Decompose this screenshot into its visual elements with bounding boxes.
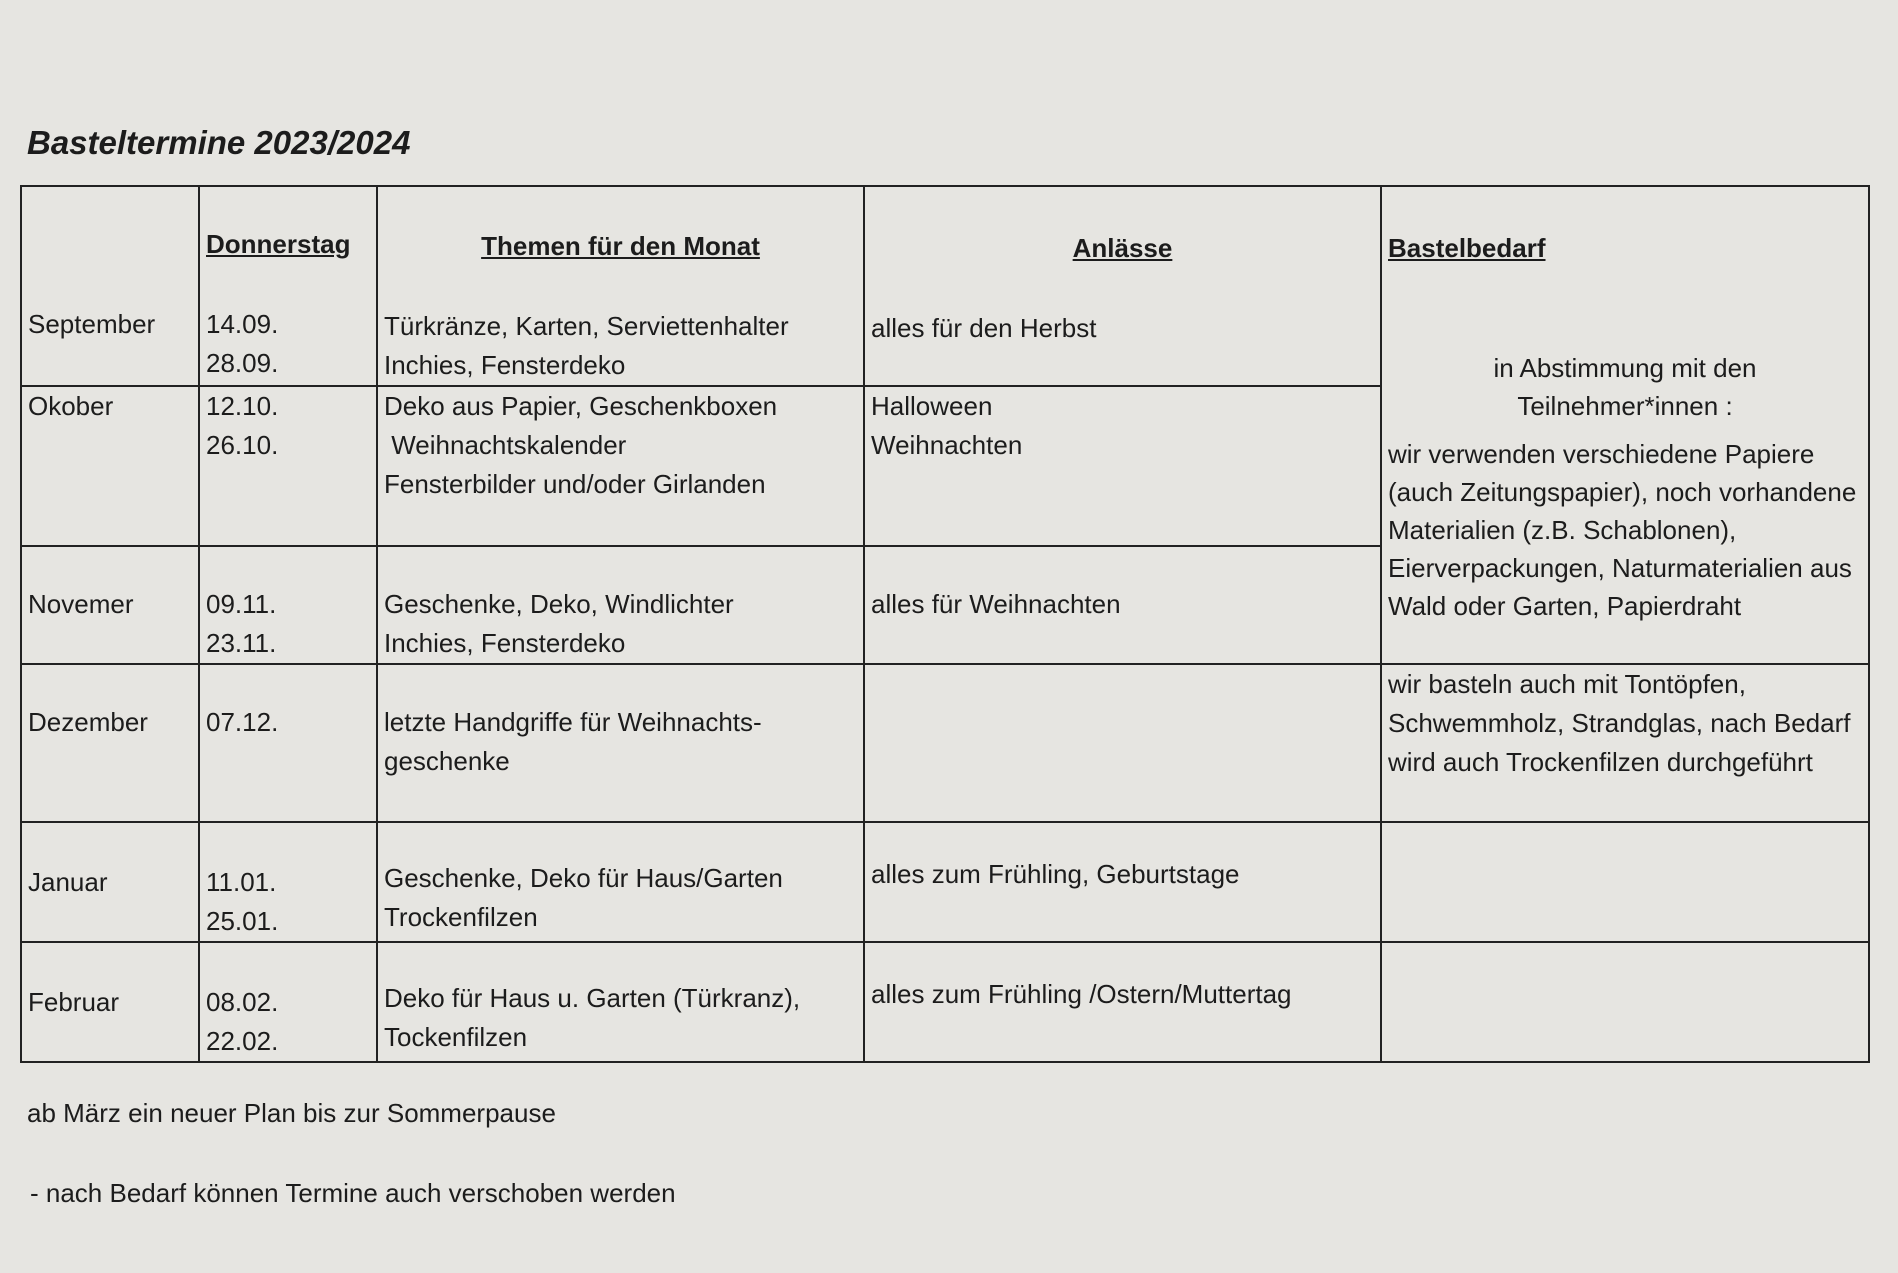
date-cell: Donnerstag 14.09. 28.09. (199, 186, 377, 386)
themen-cell: Geschenke, Deko für Haus/Garten Trockenfilzen (377, 822, 864, 942)
header-themen: Themen für den Monat (481, 231, 760, 261)
month-cell: Okober (21, 386, 199, 546)
table-row (21, 822, 1869, 942)
bastelbedarf-cell-empty (1381, 942, 1869, 1062)
date-cell: 08.02. 22.02. (199, 942, 377, 1062)
anlaesse-cell: Halloween Weihnachten (864, 386, 1381, 546)
page-title: Basteltermine 2023/2024 (27, 124, 411, 161)
table-row (21, 186, 1869, 386)
anlaesse-cell: alles zum Frühling, Geburtstage (864, 822, 1381, 942)
table-row (21, 942, 1869, 1062)
date-cell: 09.11. 23.11. (199, 546, 377, 664)
month-cell: Dezember (21, 664, 199, 822)
themen-cell: Themen für den Monat Türkränze, Karten, Serviettenhalter Inchies, Fensterdeko (377, 186, 864, 386)
month-cell: Februar (21, 942, 199, 1062)
date-cell: 11.01. 25.01. (199, 822, 377, 942)
table-row (21, 664, 1869, 822)
header-donnerstag: Donnerstag (206, 229, 351, 259)
bastelbedarf-text1: wir verwenden verschiedene Papiere (auch Zeitungspapier), noch vorhandene Materialien (z.B. Schablonen), Eierverpackungen, Naturmaterialien aus Wald oder Garten, Papierdraht (1388, 439, 1857, 621)
header-bastelbedarf: Bastelbedarf (1388, 233, 1546, 263)
anlaesse-cell (864, 664, 1381, 822)
schedule-table (20, 185, 1870, 1063)
date-cell: 12.10. 26.10. (199, 386, 377, 546)
footer-note-plan: ab März ein neuer Plan bis zur Sommerpause (27, 1098, 556, 1128)
header-anlaesse: Anlässe (1072, 233, 1173, 263)
date-cell: 07.12. (199, 664, 377, 822)
month-cell: September (21, 186, 199, 386)
themen-cell: Deko aus Papier, Geschenkboxen Weihnachtskalender Fensterbilder und/oder Girlanden (377, 386, 864, 546)
footer-note-verschoben: - nach Bedarf können Termine auch verschoben werden (30, 1178, 676, 1208)
anlaesse-cell: Anlässe alles für den Herbst (864, 186, 1381, 386)
month-cell: Januar (21, 822, 199, 942)
anlaesse-cell: alles für Weihnachten (864, 546, 1381, 664)
themen-cell: Deko für Haus u. Garten (Türkranz), Tockenfilzen (377, 942, 864, 1062)
bastelbedarf-cell-2: wir basteln auch mit Tontöpfen, Schwemmholz, Strandglas, nach Bedarf wird auch Trockenfilzen durchgeführt (1381, 664, 1869, 822)
bastelbedarf-cell-empty (1381, 822, 1869, 942)
anlaesse-cell: alles zum Frühling /Ostern/Muttertag (864, 942, 1381, 1062)
bastelbedarf-intro: in Abstimmung mit den Teilnehmer*innen : (1493, 353, 1757, 421)
month-cell: Novemer (21, 546, 199, 664)
themen-cell: Geschenke, Deko, Windlichter Inchies, Fensterdeko (377, 546, 864, 664)
themen-cell: letzte Handgriffe für Weihnachts- geschenke (377, 664, 864, 822)
bastelbedarf-cell (1381, 186, 1869, 664)
